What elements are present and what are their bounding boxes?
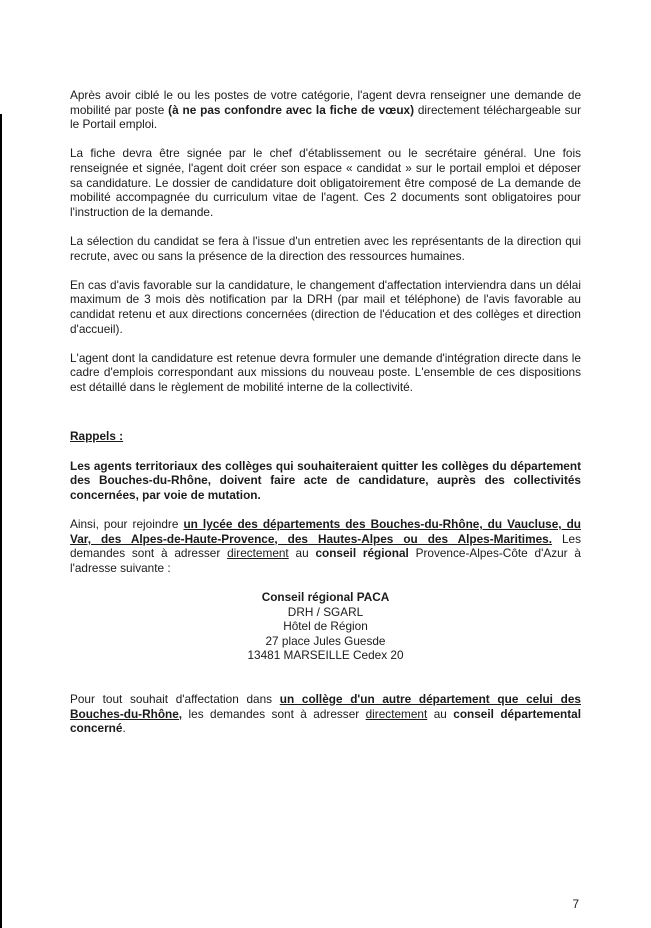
- text-segment-bold: (à ne pas confondre avec la fiche de vœux): [168, 102, 415, 117]
- paragraph-agents-territoriaux: Les agents territoriaux des collèges qui souhaiteraient quitter les collèges du département des Bouches-du-Rhône, doivent faire acte de candidature, auprès des collectivités concernées, par voie de mutation.: [70, 458, 581, 502]
- paragraph-fiche-signee: La fiche devra être signée par le chef d'établissement ou le secrétaire général. Une fois renseignée et signée, l'agent doit créer son espace « candidat » sur le portail emploi et déposer sa candidature. Le dossier de candidature doit obligatoirement être composé de La demande de mobilité accompagnée du curriculum vitae de l'agent. Ces 2 documents sont obligatoires pour l'instruction de la demande.: [70, 146, 581, 219]
- text-segment: au: [427, 706, 454, 721]
- text-segment: directement téléchargeable sur le Portail emploi.: [70, 102, 581, 132]
- text-segment: les demandes sont à adresser: [182, 706, 366, 721]
- paragraph-demande-mobilite: [70, 88, 581, 132]
- text-segment: Ainsi, pour rejoindre: [70, 517, 184, 532]
- text-segment-underline: directement: [227, 546, 289, 561]
- text-segment: Provence-Alpes-Côte d'Azur à l'adresse suivante :: [70, 546, 581, 575]
- text-segment: Les demandes sont à adresser: [70, 531, 581, 561]
- paragraph-integration-directe: L'agent dont la candidature est retenue devra formuler une demande d'intégration directe dans le cadre d'emplois correspondant aux missions du nouveau poste. L'ensemble de ces dispositions est détaillé dans le règlement de mobilité interne de la collectivité.: [70, 350, 581, 394]
- document-content: [70, 88, 581, 750]
- paragraph-avis-favorable: En cas d'avis favorable sur la candidature, le changement d'affectation interviendra dans un délai maximum de 3 mois dès notification par la DRH (par mail et téléphone) de l'avis favorable au candidat retenu et aux directions concernées (direction de l'éducation et des collèges et direction d'accueil).: [70, 277, 581, 336]
- address-line-ville: 13481 MARSEILLE Cedex 20: [247, 648, 404, 663]
- paragraph-selection-candidat: La sélection du candidat se fera à l'issue d'un entretien avec les représentants de la direction qui recrute, avec ou sans la présence de la direction des ressources humaines.: [70, 233, 581, 263]
- text-segment-bold-underline: un lycée des départements des Bouches-du-Rhône, du Vaucluse, du Var, des Alpes-de-Haute-Provence, des Hautes-Alpes ou des Alpes-Maritimes.: [70, 517, 581, 546]
- paragraph-college-autre-departement: [70, 692, 581, 736]
- paragraph-lycee-departements: [70, 517, 581, 575]
- address-block: [70, 590, 581, 663]
- page-edge-line: [0, 114, 2, 928]
- text-segment-underline: directement: [365, 706, 428, 721]
- text-segment: .: [122, 721, 126, 736]
- address-line-rue: 27 place Jules Guesde: [265, 633, 386, 648]
- rappels-heading: Rappels :: [70, 429, 124, 444]
- address-line-batiment: Hôtel de Région: [283, 619, 368, 634]
- text-segment: Après avoir ciblé le ou les postes de votre catégorie, l'agent devra renseigner une demande de mobilité par poste: [70, 88, 581, 117]
- address-line-organisation: Conseil régional PACA: [261, 590, 390, 604]
- text-segment-bold: conseil régional: [315, 546, 409, 561]
- text-segment-bold: conseil départemental concerné: [70, 706, 581, 736]
- text-segment: au: [288, 546, 316, 561]
- page-number: 7: [572, 897, 579, 911]
- text-segment: Pour tout souhait d'affectation dans: [70, 691, 280, 706]
- address-line-service: DRH / SGARL: [287, 604, 364, 619]
- text-segment-bold-underline: un collège d'un autre département que celui des Bouches-du-Rhône,: [70, 691, 581, 721]
